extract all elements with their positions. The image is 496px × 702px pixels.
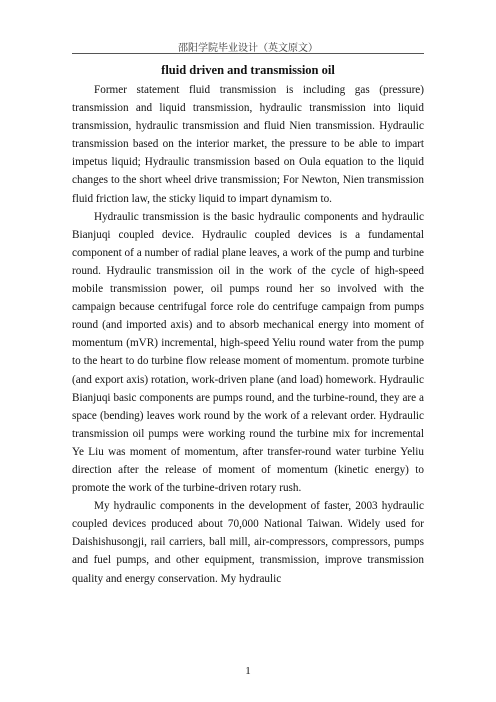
paragraph-1: Former statement fluid transmission is including gas (pressure) transmission and liquid transmission, hydraulic transmission into liquid transmission, hydraulic transmission and fluid Nien transmission. Hydraulic transmission based on the interior market, the pressure to be able to impart impetus liquid; Hydraulic transmission based on Oula equation to the liquid changes to the short wheel drive transmission; For Newton, Nien transmission fluid friction law, the sticky liquid to impart dynamism to. xyxy=(72,84,424,205)
document-title: fluid driven and transmission oil xyxy=(161,63,335,77)
paragraph-2: Hydraulic transmission is the basic hydraulic components and hydraulic Bianjuqi coupled device. Hydraulic coupled devices is a fundamental component of a number of radial plane leaves, a work of the pump and turbine round. Hydraulic transmission oil in the work of the cycle of high-speed mobile transmission power, oil pumps round her so involved with the campaign because centrifugal force role do centrifuge campaign from pumps round (and imported axis) and to absorb mechanical energy into moment of momentum (mVR) incremental, high-speed Yeliu round water from the pump to the heart to do turbine flow release moment of momentum. promote turbine (and export axis) rotation, work-driven plane (and load) homework. Hydraulic Bianjuqi basic components are pumps round, and the turbine-round, they are a space (bending) leaves work round by the work of a relevant order. Hydraulic transmission oil pumps were working round the turbine mix for incremental Ye Liu was moment of momentum, after transfer-round water turbine Yeliu direction after the release of moment of momentum (kinetic energy) to promote the work of the turbine-driven rotary rush. xyxy=(72,210,424,495)
paragraph-3: My hydraulic components in the development of faster, 2003 hydraulic coupled devices produced about 70,000 National Taiwan. Widely used for Daishishusongji, rail carriers, ball mill, air-compressors, compressors, pumps and fuel pumps, and other equipment, transmission, improve transmission quality and energy conservation. My hydraulic xyxy=(72,500,424,585)
running-header: 邵阳学院毕业设计（英文原文） xyxy=(178,43,318,54)
header-rule xyxy=(72,53,424,54)
body-text xyxy=(72,81,424,588)
page-number: 1 xyxy=(245,665,251,677)
